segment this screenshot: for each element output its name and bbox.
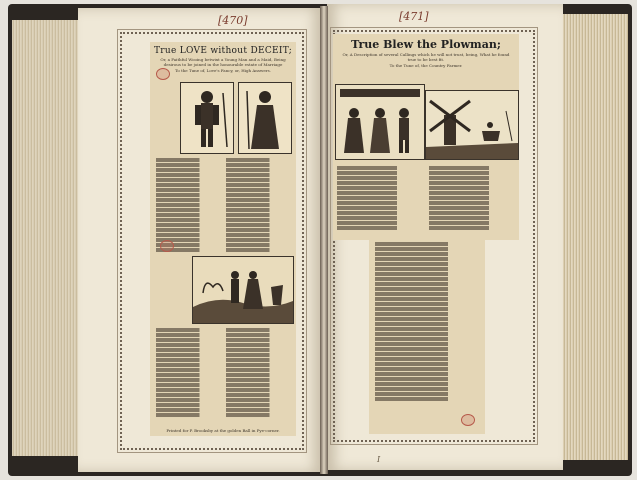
right-ballad-tune: To the Tune of, the Country Farmer.	[389, 63, 463, 68]
book-gutter	[320, 6, 328, 474]
left-verse-column-2	[226, 158, 288, 253]
library-stamp-icon	[156, 68, 170, 80]
left-ballad-title: True LOVE without DECEIT;	[153, 46, 293, 56]
signature-mark: I	[377, 455, 381, 464]
left-ballad-tune: To the Tune of, Love's Fancy, or, High Answers.	[175, 68, 271, 73]
left-page	[78, 8, 322, 472]
right-verse-column-2	[429, 166, 515, 231]
library-stamp-icon	[461, 414, 475, 426]
right-ballad-subtitle: Or, A Description of several Callings which he will not trust, being, What he found true to be best fit.	[342, 52, 510, 62]
left-verse-column-3	[156, 328, 218, 418]
left-ballad-subtitle: Or, a Faithful Wooing betwixt a Young Man and a Maid, Being desirous to be joined in the honourable estate of Marriage	[160, 57, 286, 67]
page-edges-left	[12, 20, 82, 456]
woodcut-figures-image	[335, 84, 425, 160]
woodcut-woman-image	[238, 82, 292, 154]
left-imprint: Printed for P. Brooksby at the golden Ball in Pye-corner.	[166, 428, 280, 433]
left-verse-column-4	[226, 328, 288, 418]
right-verse-column-1	[337, 166, 423, 231]
left-broadside-sheet	[150, 42, 296, 436]
library-stamp-icon	[160, 240, 174, 252]
right-page	[327, 4, 563, 470]
woodcut-windmill-image	[425, 90, 519, 160]
right-verse-column-3	[375, 242, 479, 402]
left-verse-column-1	[156, 158, 218, 253]
right-broadside-sheet-bottom	[369, 238, 485, 434]
right-page-number: [471]	[399, 10, 429, 23]
page-edges-right	[560, 14, 628, 460]
right-broadside-sheet-top	[333, 34, 519, 240]
right-ballad-title: True Blew the Plowman;	[351, 38, 501, 51]
woodcut-couple-landscape-image	[192, 256, 294, 324]
woodcut-man-image	[180, 82, 234, 154]
left-page-number: [470]	[218, 14, 248, 27]
